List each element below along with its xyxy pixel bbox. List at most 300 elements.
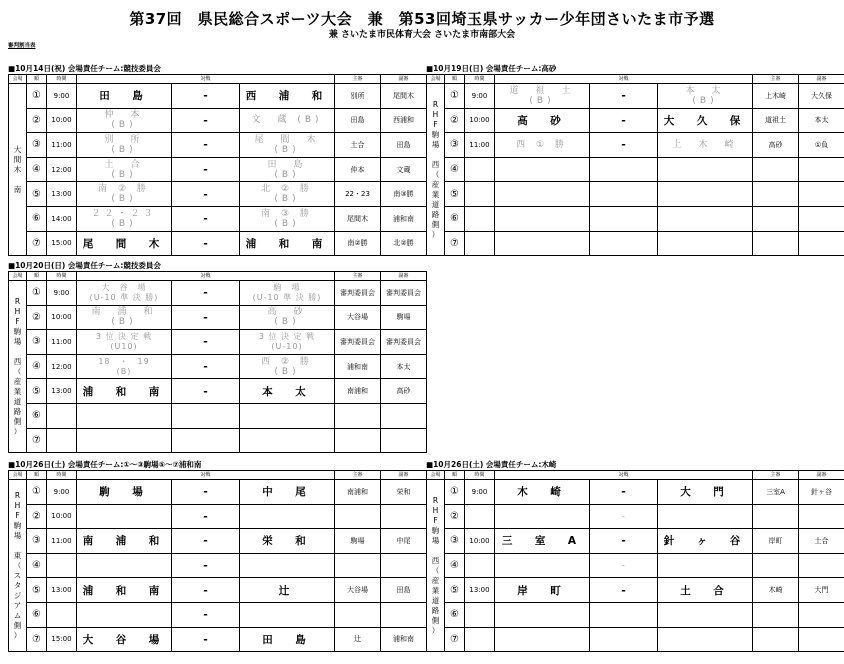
- match-number: ⑦: [445, 627, 465, 652]
- home-team: ２２・２３ (B): [77, 206, 172, 231]
- ref-main: [753, 553, 799, 578]
- ref-sub: 田島: [381, 133, 427, 158]
- match-number: ③: [27, 529, 47, 554]
- vs-dash: -: [172, 578, 240, 603]
- ref-sub: [799, 553, 844, 578]
- match-number: ②: [27, 504, 47, 529]
- home-team: [77, 553, 172, 578]
- away-team: [658, 602, 753, 627]
- ref-main: 浦和南: [335, 354, 381, 379]
- vs-dash: -: [172, 157, 240, 182]
- home-team: [495, 231, 590, 256]
- table-row: [9, 379, 427, 404]
- ref-main: 尾間木: [335, 206, 381, 231]
- away-team: 尾 間 木 (B): [240, 133, 335, 158]
- header-ref-sub: 副審: [799, 75, 844, 84]
- ref-main: 審判委員会: [335, 330, 381, 355]
- home-team: [495, 157, 590, 182]
- table-row: [9, 108, 427, 133]
- home-team: [495, 627, 590, 652]
- vs-dash: -: [590, 553, 658, 578]
- table-row: [9, 330, 427, 355]
- away-team: [658, 231, 753, 256]
- venue-cell: 大 間 木 南: [9, 84, 27, 256]
- table-row: [427, 480, 844, 505]
- home-team: 3 位 決 定 戦 (U10): [77, 330, 172, 355]
- vs-dash: -: [172, 305, 240, 330]
- header-vs: 対戦: [495, 471, 753, 480]
- venue-cell: R H F 駒 場 東 （ ス タ ジ ア ム 側 ）: [9, 480, 27, 652]
- match-time: [47, 553, 77, 578]
- match-time: 15:00: [47, 231, 77, 256]
- home-team: 土 合 (B): [77, 157, 172, 182]
- vs-dash: -: [172, 602, 240, 627]
- home-team: 岸 町: [495, 578, 590, 603]
- home-team: [495, 553, 590, 578]
- match-number: ⑦: [27, 627, 47, 652]
- home-team: 三 室 A: [495, 529, 590, 554]
- table-row: [9, 231, 427, 256]
- match-number: ⑦: [27, 428, 47, 453]
- vs-dash: -: [172, 206, 240, 231]
- match-time: [47, 602, 77, 627]
- ref-sub: 浦和南: [381, 627, 427, 652]
- ref-main: [335, 428, 381, 453]
- table-row: [427, 133, 844, 158]
- match-number: ⑦: [27, 231, 47, 256]
- match-number: ⑥: [445, 206, 465, 231]
- venue-cell: R H F 駒 場 西 （ 産 業 道 路 側 ）: [9, 281, 27, 453]
- home-team: [495, 206, 590, 231]
- vs-dash: -: [590, 480, 658, 505]
- ref-main: [753, 182, 799, 207]
- away-team: 西 ② 勝 (B): [240, 354, 335, 379]
- vs-dash: [590, 157, 658, 182]
- schedule-table: [8, 271, 427, 453]
- table-header-row: [9, 272, 427, 281]
- ref-main: 高砂: [753, 133, 799, 158]
- table-row: [9, 529, 427, 554]
- vs-dash: -: [590, 529, 658, 554]
- vs-dash: -: [172, 281, 240, 306]
- ref-main: [753, 206, 799, 231]
- match-number: ③: [445, 133, 465, 158]
- table-row: [9, 553, 427, 578]
- vs-dash: -: [172, 553, 240, 578]
- match-time: [465, 206, 495, 231]
- away-team: [658, 627, 753, 652]
- ref-sub: [799, 206, 844, 231]
- table-row: [9, 602, 427, 627]
- vs-dash: -: [590, 84, 658, 109]
- home-team: 大 谷 場: [77, 627, 172, 652]
- match-time: 12:00: [47, 157, 77, 182]
- match-time: [465, 157, 495, 182]
- away-team: [658, 504, 753, 529]
- match-time: 14:00: [47, 206, 77, 231]
- table-row: [9, 157, 427, 182]
- match-time: [465, 553, 495, 578]
- match-time: 9:00: [47, 84, 77, 109]
- table-header-row: [427, 75, 844, 84]
- header-order: 順: [27, 471, 47, 480]
- table-row: [9, 627, 427, 652]
- ref-main: 土合: [335, 133, 381, 158]
- page-title: 第37回 県民総合スポーツ大会 兼 第53回埼玉県サッカー少年団さいたま市予選: [129, 10, 715, 28]
- header-venue: 会場: [9, 471, 27, 480]
- header-ref-main: 主審: [753, 75, 799, 84]
- vs-dash: -: [172, 480, 240, 505]
- table-row: [9, 206, 427, 231]
- ref-sub: 大門: [799, 578, 844, 603]
- away-team: 土 合: [658, 578, 753, 603]
- vs-dash: -: [590, 504, 658, 529]
- match-time: 10:00: [47, 504, 77, 529]
- table-header-row: [9, 75, 427, 84]
- away-team: 田 島: [240, 627, 335, 652]
- away-team: [658, 182, 753, 207]
- header-venue: 会場: [9, 75, 27, 84]
- table-row: [9, 428, 427, 453]
- away-team: [658, 206, 753, 231]
- block-title: ■10月19日(日) 会場責任チーム:高砂: [426, 64, 557, 73]
- home-team: 仲 本 (B): [77, 108, 172, 133]
- match-time: 9:00: [47, 480, 77, 505]
- ref-main: 南②勝: [335, 231, 381, 256]
- block-title: ■10月20日(日) 会場責任チーム:競技委員会: [8, 261, 161, 270]
- away-team: 浦 和 南: [240, 231, 335, 256]
- ref-sub: 審判委員会: [381, 330, 427, 355]
- away-team: 北 ② 勝 (B): [240, 182, 335, 207]
- header-time: 時間: [47, 272, 77, 281]
- away-team: 駒 場 (U-10 準 決 勝): [240, 281, 335, 306]
- home-team: 浦 和 南: [77, 578, 172, 603]
- home-team: [77, 504, 172, 529]
- table-row: [427, 108, 844, 133]
- vs-dash: -: [590, 578, 658, 603]
- vs-dash: -: [172, 504, 240, 529]
- ref-sub: 南③勝: [381, 182, 427, 207]
- match-time: 10:00: [47, 108, 77, 133]
- table-row: [9, 403, 427, 428]
- ref-main: 審判委員会: [335, 281, 381, 306]
- header-time: 時間: [465, 471, 495, 480]
- table-row: [427, 84, 844, 109]
- away-team: 本 太: [240, 379, 335, 404]
- ref-sub: [799, 504, 844, 529]
- match-time: 9:00: [47, 281, 77, 306]
- ref-main: 辻: [335, 627, 381, 652]
- schedule-table: [426, 470, 844, 652]
- ref-main: [753, 231, 799, 256]
- ref-main: 別所: [335, 84, 381, 109]
- table-row: [427, 157, 844, 182]
- away-team: 大 門: [658, 480, 753, 505]
- ref-main: [753, 602, 799, 627]
- ref-sub: 浦和南: [381, 206, 427, 231]
- ref-main: 22・23: [335, 182, 381, 207]
- match-time: 11:00: [47, 133, 77, 158]
- header-vs: 対戦: [77, 471, 335, 480]
- home-team: [77, 428, 172, 453]
- header-ref-main: 主審: [335, 272, 381, 281]
- match-time: 13:00: [465, 578, 495, 603]
- ref-sub: 栄和: [381, 480, 427, 505]
- away-team: [240, 403, 335, 428]
- match-number: ④: [27, 553, 47, 578]
- ref-main: 三室A: [753, 480, 799, 505]
- table-row: [427, 182, 844, 207]
- home-team: 浦 和 南: [77, 379, 172, 404]
- ref-sub: 審判委員会: [381, 281, 427, 306]
- block-title: ■10月14日(祝) 会場責任チーム:競技委員会: [8, 64, 161, 73]
- vs-dash: [590, 182, 658, 207]
- home-team: [77, 602, 172, 627]
- vs-dash: [590, 206, 658, 231]
- table-row: [9, 84, 427, 109]
- ref-main: 大谷場: [335, 578, 381, 603]
- ref-main: [753, 157, 799, 182]
- ref-main: 南浦和: [335, 480, 381, 505]
- ref-sub: 土合: [799, 529, 844, 554]
- match-number: ⑥: [27, 602, 47, 627]
- schedule-table: [426, 74, 844, 256]
- away-team: [240, 504, 335, 529]
- match-time: 11:00: [47, 330, 77, 355]
- ref-main: 大谷場: [335, 305, 381, 330]
- table-row: [9, 182, 427, 207]
- header-time: 時間: [47, 471, 77, 480]
- ref-sub: 文蔵: [381, 157, 427, 182]
- match-number: ⑤: [445, 578, 465, 603]
- ref-main: 南浦和: [335, 379, 381, 404]
- schedule-table: [8, 74, 427, 256]
- match-time: 10:00: [465, 529, 495, 554]
- ref-sub: [799, 602, 844, 627]
- match-number: ⑤: [27, 379, 47, 404]
- vs-dash: -: [172, 627, 240, 652]
- away-team: 大 久 保: [658, 108, 753, 133]
- match-time: 12:00: [47, 354, 77, 379]
- table-row: [9, 578, 427, 603]
- home-team: [495, 182, 590, 207]
- table-row: [9, 305, 427, 330]
- vs-dash: [590, 627, 658, 652]
- header-ref-sub: 副審: [381, 75, 427, 84]
- away-team: 中 尾: [240, 480, 335, 505]
- header-vs: 対戦: [77, 75, 335, 84]
- header-ref-main: 主審: [753, 471, 799, 480]
- table-row: [9, 480, 427, 505]
- match-number: ③: [27, 330, 47, 355]
- ref-main: [335, 504, 381, 529]
- match-number: ②: [27, 305, 47, 330]
- block-title: ■10月26日(土) 会場責任チーム:①～③駒場⑤～⑦浦和南: [8, 460, 202, 469]
- table-row: [427, 627, 844, 652]
- match-time: 13:00: [47, 578, 77, 603]
- vs-dash: -: [590, 133, 658, 158]
- away-team: 南 ③ 勝 (B): [240, 206, 335, 231]
- header-ref-sub: 副審: [799, 471, 844, 480]
- header-ref-main: 主審: [335, 471, 381, 480]
- ref-main: [753, 627, 799, 652]
- ref-sub: 大久保: [799, 84, 844, 109]
- away-team: 栄 和: [240, 529, 335, 554]
- match-number: ④: [445, 157, 465, 182]
- match-number: ⑦: [445, 231, 465, 256]
- match-time: [465, 602, 495, 627]
- match-number: ⑥: [445, 602, 465, 627]
- home-team: 南 ② 勝 (B): [77, 182, 172, 207]
- match-time: [47, 403, 77, 428]
- ref-sub: 北②勝: [381, 231, 427, 256]
- ref-sub: 田島: [381, 578, 427, 603]
- schedule-table: [8, 470, 427, 652]
- venue-cell: R H F 駒 場 西 （ 産 業 道 路 側 ）: [427, 480, 445, 652]
- schedule-block-oct14: [8, 64, 427, 256]
- away-team: 西 浦 和: [240, 84, 335, 109]
- header-venue: 会場: [9, 272, 27, 281]
- header-order: 順: [27, 75, 47, 84]
- home-team: 別 所 (B): [77, 133, 172, 158]
- match-number: ③: [445, 529, 465, 554]
- schedule-block-oct19: [426, 64, 844, 256]
- home-team: 田 島: [77, 84, 172, 109]
- ref-sub: 駒場: [381, 305, 427, 330]
- table-header-row: [427, 471, 844, 480]
- ref-sub: [799, 157, 844, 182]
- header-vs: 対戦: [77, 272, 335, 281]
- away-team: [240, 428, 335, 453]
- ref-main: [335, 553, 381, 578]
- ref-sub: [381, 602, 427, 627]
- match-time: 10:00: [465, 108, 495, 133]
- ref-sub: 西浦和: [381, 108, 427, 133]
- vs-dash: [590, 602, 658, 627]
- away-team: [240, 553, 335, 578]
- match-time: [465, 182, 495, 207]
- match-time: 9:00: [465, 84, 495, 109]
- match-number: ⑥: [27, 403, 47, 428]
- table-row: [9, 133, 427, 158]
- match-time: 13:00: [47, 182, 77, 207]
- match-number: ②: [445, 504, 465, 529]
- match-number: ④: [445, 553, 465, 578]
- vs-dash: -: [172, 182, 240, 207]
- away-team: 文 蔵 (B): [240, 108, 335, 133]
- header-vs: 対戦: [495, 75, 753, 84]
- ref-main: 仲本: [335, 157, 381, 182]
- ref-sub: ①負: [799, 133, 844, 158]
- header-order: 順: [27, 272, 47, 281]
- match-number: ①: [27, 480, 47, 505]
- match-number: ⑤: [27, 578, 47, 603]
- match-number: ⑥: [27, 206, 47, 231]
- match-number: ①: [445, 480, 465, 505]
- block-title: ■10月26日(土) 会場責任チーム:木崎: [426, 460, 557, 469]
- home-team: 木 崎: [495, 480, 590, 505]
- header-venue: 会場: [427, 75, 445, 84]
- vs-dash: -: [172, 330, 240, 355]
- away-team: 田 島 (B): [240, 157, 335, 182]
- ref-sub: 針ヶ谷: [799, 480, 844, 505]
- match-number: ①: [27, 281, 47, 306]
- ref-sub: [381, 428, 427, 453]
- away-team: [658, 157, 753, 182]
- table-row: [427, 206, 844, 231]
- ref-main: [753, 504, 799, 529]
- ref-sub: [799, 627, 844, 652]
- ref-main: [335, 602, 381, 627]
- ref-sub: [381, 403, 427, 428]
- match-number: ③: [27, 133, 47, 158]
- match-time: 11:00: [465, 133, 495, 158]
- away-team: 上 木 崎: [658, 133, 753, 158]
- away-team: 辻: [240, 578, 335, 603]
- table-row: [427, 231, 844, 256]
- match-time: [465, 504, 495, 529]
- away-team: [658, 553, 753, 578]
- vs-dash: -: [172, 108, 240, 133]
- ref-sub: 中尾: [381, 529, 427, 554]
- ref-sub: [799, 182, 844, 207]
- match-number: ⑤: [445, 182, 465, 207]
- venue-cell: R H F 駒 場 西 （ 産 業 道 路 側 ）: [427, 84, 445, 256]
- schedule-block-oct20: [8, 261, 427, 453]
- match-number: ②: [27, 108, 47, 133]
- ref-main: 田島: [335, 108, 381, 133]
- match-time: 11:00: [47, 529, 77, 554]
- home-team: [495, 602, 590, 627]
- page-subtitle: 兼 さいたま市民体育大会 さいたま市南部大会: [328, 30, 516, 40]
- ref-main: 岸町: [753, 529, 799, 554]
- vs-dash: -: [172, 379, 240, 404]
- vs-dash: [172, 428, 240, 453]
- vs-dash: [590, 231, 658, 256]
- page-note: 審判割当表: [8, 43, 36, 49]
- vs-dash: [172, 403, 240, 428]
- match-time: 9:00: [465, 480, 495, 505]
- table-row: [427, 529, 844, 554]
- away-team: 高 砂 (B): [240, 305, 335, 330]
- header-time: 時間: [47, 75, 77, 84]
- vs-dash: -: [172, 529, 240, 554]
- home-team: 駒 場: [77, 480, 172, 505]
- match-number: ①: [27, 84, 47, 109]
- ref-main: 道祖土: [753, 108, 799, 133]
- home-team: 大 谷 場 (U-10 準 決 勝): [77, 281, 172, 306]
- ref-sub: 高砂: [381, 379, 427, 404]
- header-time: 時間: [465, 75, 495, 84]
- ref-main: 上木崎: [753, 84, 799, 109]
- home-team: [77, 403, 172, 428]
- match-time: 15:00: [47, 627, 77, 652]
- away-team: 本 太 (B): [658, 84, 753, 109]
- table-row: [427, 504, 844, 529]
- match-time: [47, 428, 77, 453]
- match-number: ④: [27, 354, 47, 379]
- table-row: [9, 281, 427, 306]
- match-number: ①: [445, 84, 465, 109]
- match-time: 10:00: [47, 305, 77, 330]
- away-team: 3 位 決 定 戦 (U-10): [240, 330, 335, 355]
- vs-dash: -: [590, 108, 658, 133]
- header-ref-sub: 副審: [381, 272, 427, 281]
- vs-dash: -: [172, 133, 240, 158]
- header-order: 順: [445, 75, 465, 84]
- ref-sub: 尾間木: [381, 84, 427, 109]
- schedule-block-oct26-east: [8, 460, 427, 652]
